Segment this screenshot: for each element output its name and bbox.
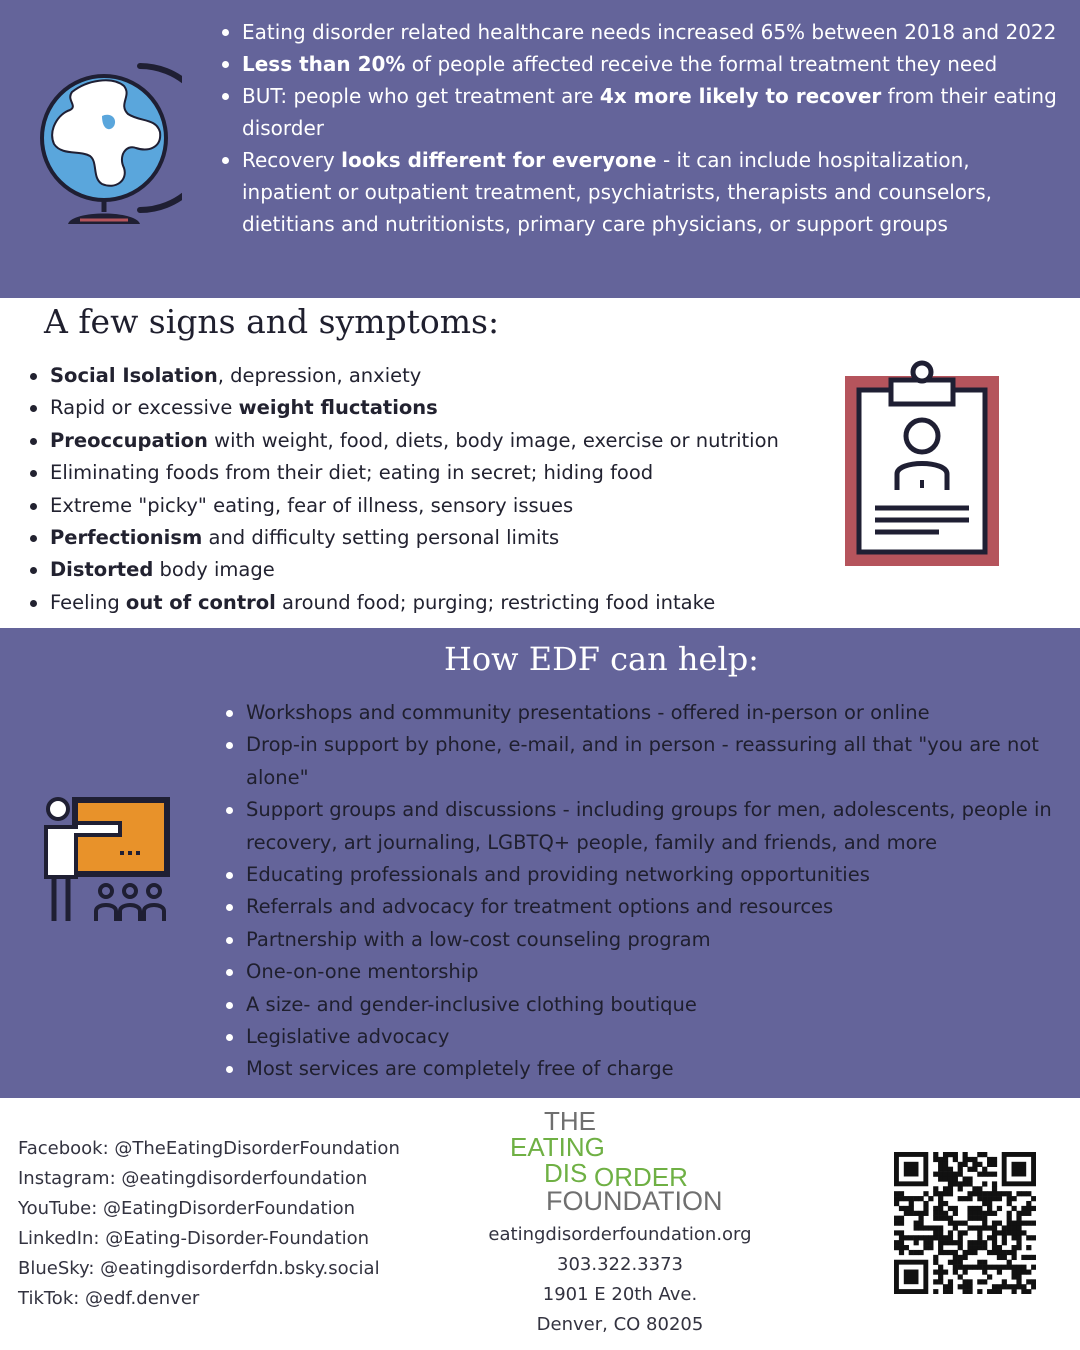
emphasis-text: out of control	[125, 590, 276, 614]
item-text: Referrals and advocacy for treatment options and resources	[246, 895, 834, 919]
emphasis-text: Social Isolation	[50, 364, 218, 387]
item-text: around food; purging; restricting food intake	[275, 590, 716, 614]
help-item	[224, 697, 1064, 729]
sign-item	[28, 457, 828, 489]
emphasis-text: Distorted	[50, 558, 154, 582]
social-youtube[interactable]: YouTube: @EatingDisorderFoundation	[18, 1198, 355, 1219]
help-item	[224, 956, 1064, 988]
item-text: BUT: people who get treatment are	[242, 84, 600, 108]
social-linkedin[interactable]: LinkedIn: @Eating-Disorder-Foundation	[18, 1228, 370, 1249]
stat-item	[220, 16, 1060, 48]
item-text: Partnership with a low-cost counseling program	[246, 927, 711, 951]
city-address: Denver, CO 80205	[536, 1314, 704, 1335]
sign-item	[28, 587, 828, 619]
help-heading: How EDF can help:	[444, 640, 759, 678]
help-item	[224, 794, 1064, 859]
help-item	[224, 1053, 1064, 1085]
signs-list	[28, 360, 828, 619]
sign-item	[28, 522, 828, 554]
stat-item	[220, 144, 1060, 240]
social-bluesky[interactable]: BlueSky: @eatingdisorderfdn.bsky.social	[18, 1258, 380, 1279]
emphasis-text: weight fluctations	[238, 396, 438, 420]
item-text: Rapid or excessive	[50, 396, 239, 420]
help-item	[224, 891, 1064, 923]
logo-foundation: FOUNDATION	[546, 1186, 723, 1216]
stat-item	[220, 80, 1060, 144]
logo-eating: EATING	[510, 1132, 605, 1162]
item-text: Eating disorder related healthcare needs increased 65% between 2018 and 2022	[242, 20, 1057, 44]
item-text: A size- and gender-inclusive clothing boutique	[246, 992, 697, 1016]
item-text: , depression, anxiety	[217, 364, 422, 387]
globe-icon	[32, 52, 182, 232]
item-text: of people affected receive the formal treatment they need	[405, 52, 998, 76]
website-link[interactable]: eatingdisorderfoundation.org	[488, 1224, 752, 1245]
social-tiktok[interactable]: TikTok: @edf.denver	[18, 1288, 200, 1309]
item-text: Support groups and discussions - including groups for men, adolescents, people in recovery, art journaling, LGBTQ+ people, family and friends, and more	[246, 798, 1052, 854]
item-text: Drop-in support by phone, e-mail, and in person - reassuring all that "you are not alone"	[246, 733, 1039, 789]
contact-info	[470, 1220, 770, 1340]
social-facebook[interactable]: Facebook: @TheEatingDisorderFoundation	[18, 1138, 400, 1159]
item-text: One-on-one mentorship	[246, 960, 479, 984]
item-text: with weight, food, diets, body image, exercise or nutrition	[207, 428, 779, 452]
help-item	[224, 729, 1064, 794]
stats-section	[0, 0, 1080, 298]
logo-dis: DIS	[544, 1158, 588, 1188]
item-text: Workshops and community presentations - offered in-person or online	[246, 701, 930, 724]
help-list	[224, 697, 1064, 1086]
emphasis-text: Perfectionism	[50, 526, 203, 550]
qr-code-icon[interactable]	[894, 1152, 1036, 1294]
help-item	[224, 1021, 1064, 1053]
item-text: Eliminating foods from their diet; eating in secret; hiding food	[50, 461, 654, 485]
item-text: Most services are completely free of charge	[246, 1057, 674, 1081]
sign-item	[28, 425, 828, 457]
social-instagram[interactable]: Instagram: @eatingdisorderfoundation	[18, 1168, 368, 1189]
item-text: Recovery	[242, 148, 342, 172]
item-text: Educating professionals and providing networking opportunities	[246, 863, 870, 887]
emphasis-text: Preoccupation	[50, 428, 208, 452]
presenter-icon	[40, 793, 175, 925]
item-text: - it can include hospitalization, inpatient or outpatient treatment, psychiatrists, therapists and counselors, dietitians and nutritionists, primary care physicians, or support groups	[242, 148, 993, 236]
item-text: and difficulty setting personal limits	[202, 526, 560, 550]
sign-item	[28, 360, 828, 392]
emphasis-text: Less than 20%	[242, 52, 406, 76]
signs-heading: A few signs and symptoms:	[44, 302, 500, 341]
logo-the: THE	[544, 1106, 596, 1136]
social-links	[18, 1134, 400, 1314]
sign-item	[28, 554, 828, 586]
help-item	[224, 989, 1064, 1021]
phone-number[interactable]: 303.322.3373	[557, 1254, 683, 1275]
item-text: from their eating disorder	[242, 84, 1057, 140]
item-text: Feeling	[50, 590, 126, 614]
item-text: body image	[153, 558, 275, 582]
clipboard-icon	[843, 360, 1001, 568]
sign-item	[28, 490, 828, 522]
stat-item	[220, 48, 1060, 80]
emphasis-text: 4x more likely to recover	[599, 84, 882, 108]
street-address: 1901 E 20th Ave.	[542, 1284, 698, 1305]
item-text: Extreme "picky" eating, fear of illness, sensory issues	[50, 493, 574, 517]
edf-logo	[510, 1106, 740, 1216]
help-item	[224, 859, 1064, 891]
help-item	[224, 924, 1064, 956]
stats-list	[220, 16, 1060, 240]
logo-order: ORDER	[594, 1162, 688, 1192]
item-text: Legislative advocacy	[246, 1025, 450, 1049]
emphasis-text: looks different for everyone	[341, 148, 657, 172]
sign-item	[28, 392, 828, 424]
